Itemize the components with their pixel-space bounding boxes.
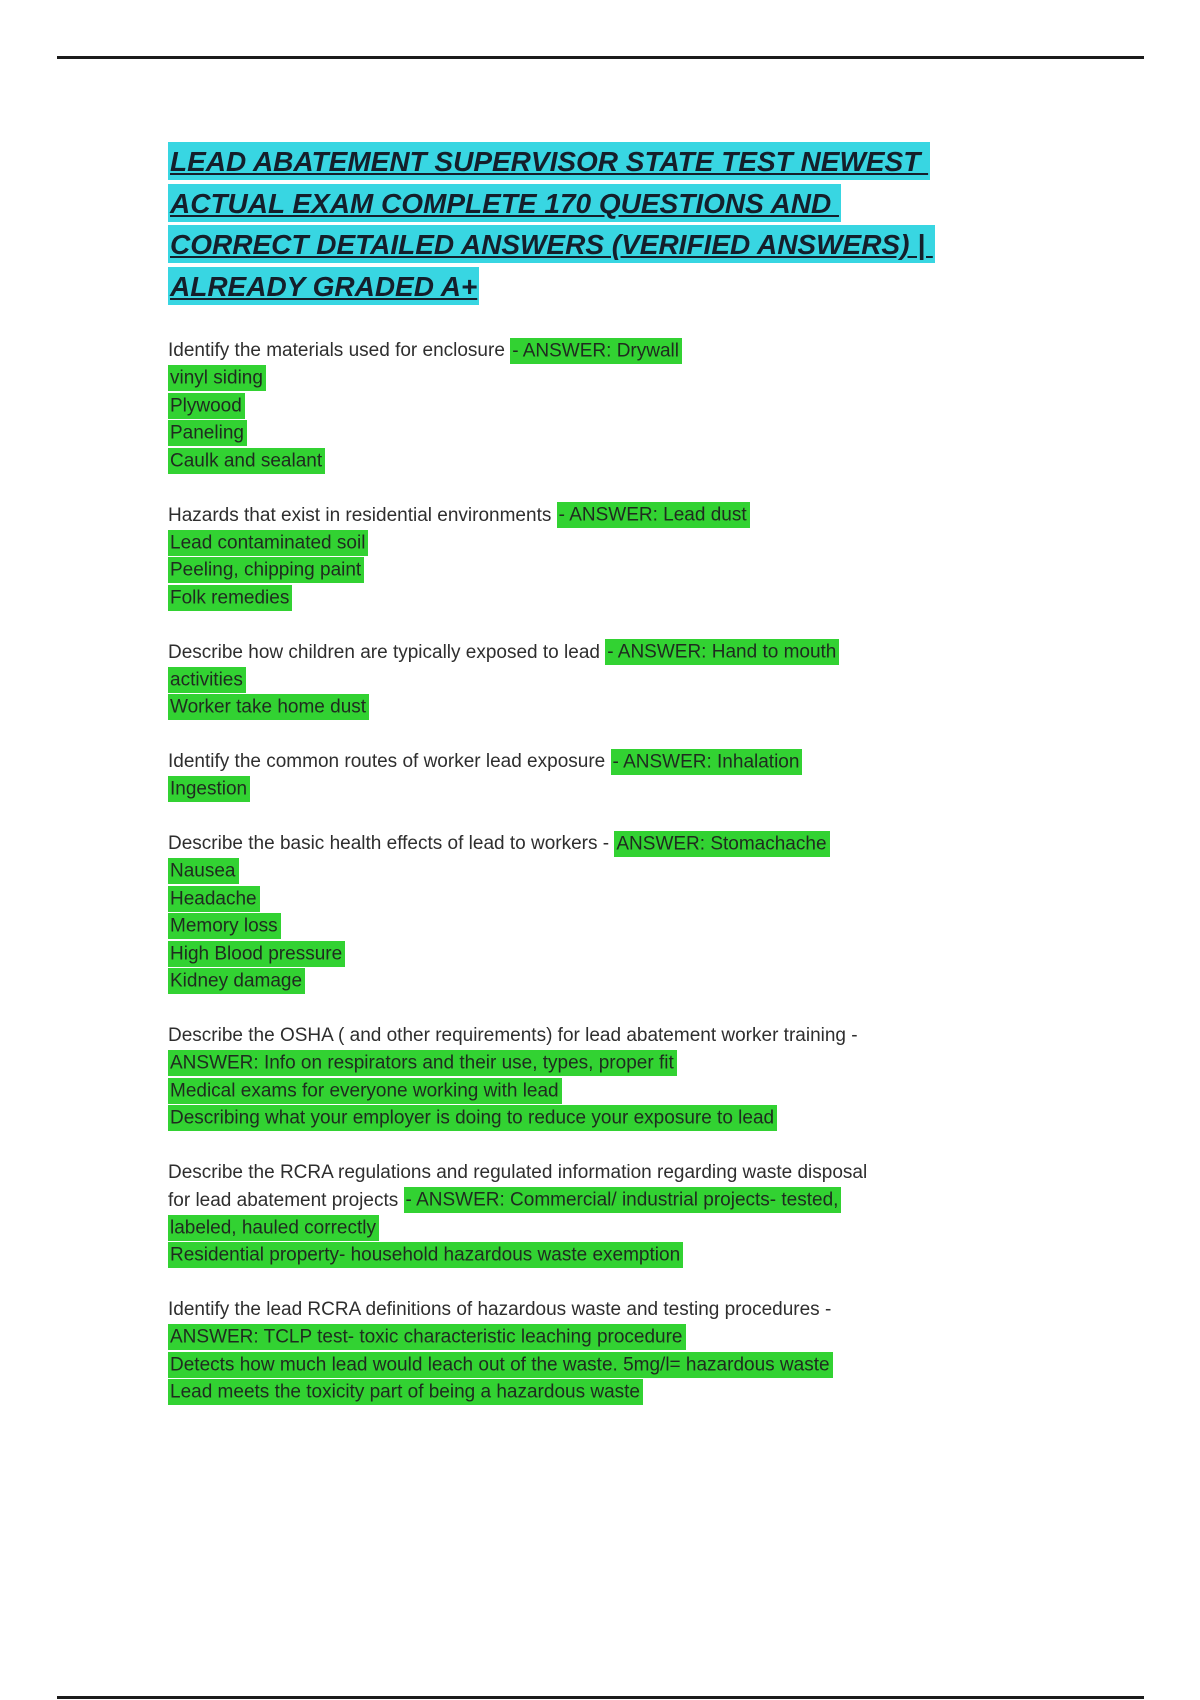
answer-highlight: Nausea	[168, 858, 239, 884]
qa-block	[168, 502, 1078, 612]
answer-highlight: Worker take home dust	[168, 694, 369, 720]
bottom-border-rule	[57, 1696, 1144, 1699]
answer-highlight: ANSWER: TCLP test- toxic characteristic leaching procedure	[168, 1324, 686, 1350]
answer-highlight: ANSWER: Stomachache	[614, 831, 829, 857]
answer-highlight: - ANSWER: Inhalation	[611, 749, 803, 775]
answer-highlight: activities	[168, 667, 246, 693]
answer-highlight: Peeling, chipping paint	[168, 557, 364, 583]
document-title	[168, 141, 1078, 307]
answer-highlight: Caulk and sealant	[168, 448, 325, 474]
title-highlight: ALREADY GRADED A+	[168, 267, 479, 305]
answer-highlight: - ANSWER: Lead dust	[557, 502, 750, 528]
answer-highlight: Medical exams for everyone working with lead	[168, 1078, 562, 1104]
answer-highlight: Paneling	[168, 420, 247, 446]
title-line	[168, 183, 1078, 225]
title-line	[168, 266, 1078, 308]
answer-highlight: Plywood	[168, 393, 245, 419]
answer-highlight: Headache	[168, 886, 260, 912]
qa-block	[168, 337, 1078, 475]
question-text: Identify the materials used for enclosure	[168, 340, 511, 361]
answer-highlight: - ANSWER: Hand to mouth	[605, 639, 839, 665]
qa-block	[168, 1022, 1078, 1132]
question-text: Describe the basic health effects of lead to workers -	[168, 833, 615, 854]
title-line	[168, 141, 1078, 183]
title-highlight: ACTUAL EXAM COMPLETE 170 QUESTIONS AND	[168, 184, 841, 222]
title-highlight: CORRECT DETAILED ANSWERS (VERIFIED ANSWERS) |	[168, 225, 935, 263]
answer-highlight: Memory loss	[168, 913, 281, 939]
question-text: Describe how children are typically exposed to lead	[168, 641, 606, 663]
question-text: Describe the RCRA regulations and regulated information regarding waste disposal	[168, 1162, 868, 1183]
answer-highlight: vinyl siding	[168, 365, 266, 391]
question-text: Identify the lead RCRA definitions of hazardous waste and testing procedures -	[168, 1299, 832, 1320]
answer-highlight: Folk remedies	[168, 585, 292, 611]
question-text: Hazards that exist in residential environments	[168, 504, 557, 526]
answer-highlight: labeled, hauled correctly	[168, 1215, 379, 1241]
answer-highlight: Describing what your employer is doing to reduce your exposure to lead	[168, 1105, 777, 1131]
page-content	[168, 141, 1078, 1433]
qa-block	[168, 748, 1078, 803]
answer-highlight: Lead meets the toxicity part of being a hazardous waste	[168, 1379, 643, 1405]
question-text: for lead abatement projects	[168, 1189, 404, 1211]
answer-highlight: ANSWER: Info on respirators and their use, types, proper fit	[168, 1050, 677, 1076]
qa-block	[168, 639, 1078, 722]
question-text: Describe the OSHA ( and other requirements) for lead abatement worker training -	[168, 1025, 858, 1046]
answer-highlight: - ANSWER: Drywall	[510, 338, 682, 364]
answer-highlight: Ingestion	[168, 776, 250, 802]
answer-highlight: - ANSWER: Commercial/ industrial projects- tested,	[404, 1187, 842, 1213]
qa-block	[168, 1296, 1078, 1406]
title-line	[168, 224, 1078, 266]
answer-highlight: High Blood pressure	[168, 941, 345, 967]
answer-highlight: Residential property- household hazardous waste exemption	[168, 1242, 683, 1268]
question-text: Identify the common routes of worker lead exposure	[168, 751, 611, 772]
top-border-rule	[57, 56, 1144, 59]
answer-highlight: Lead contaminated soil	[168, 530, 368, 556]
answer-highlight: Kidney damage	[168, 968, 305, 994]
answer-highlight: Detects how much lead would leach out of the waste. 5mg/l= hazardous waste	[168, 1352, 833, 1378]
qa-block	[168, 1159, 1078, 1269]
questions-list	[168, 337, 1078, 1406]
title-highlight: LEAD ABATEMENT SUPERVISOR STATE TEST NEWEST	[168, 142, 930, 180]
qa-block	[168, 830, 1078, 995]
